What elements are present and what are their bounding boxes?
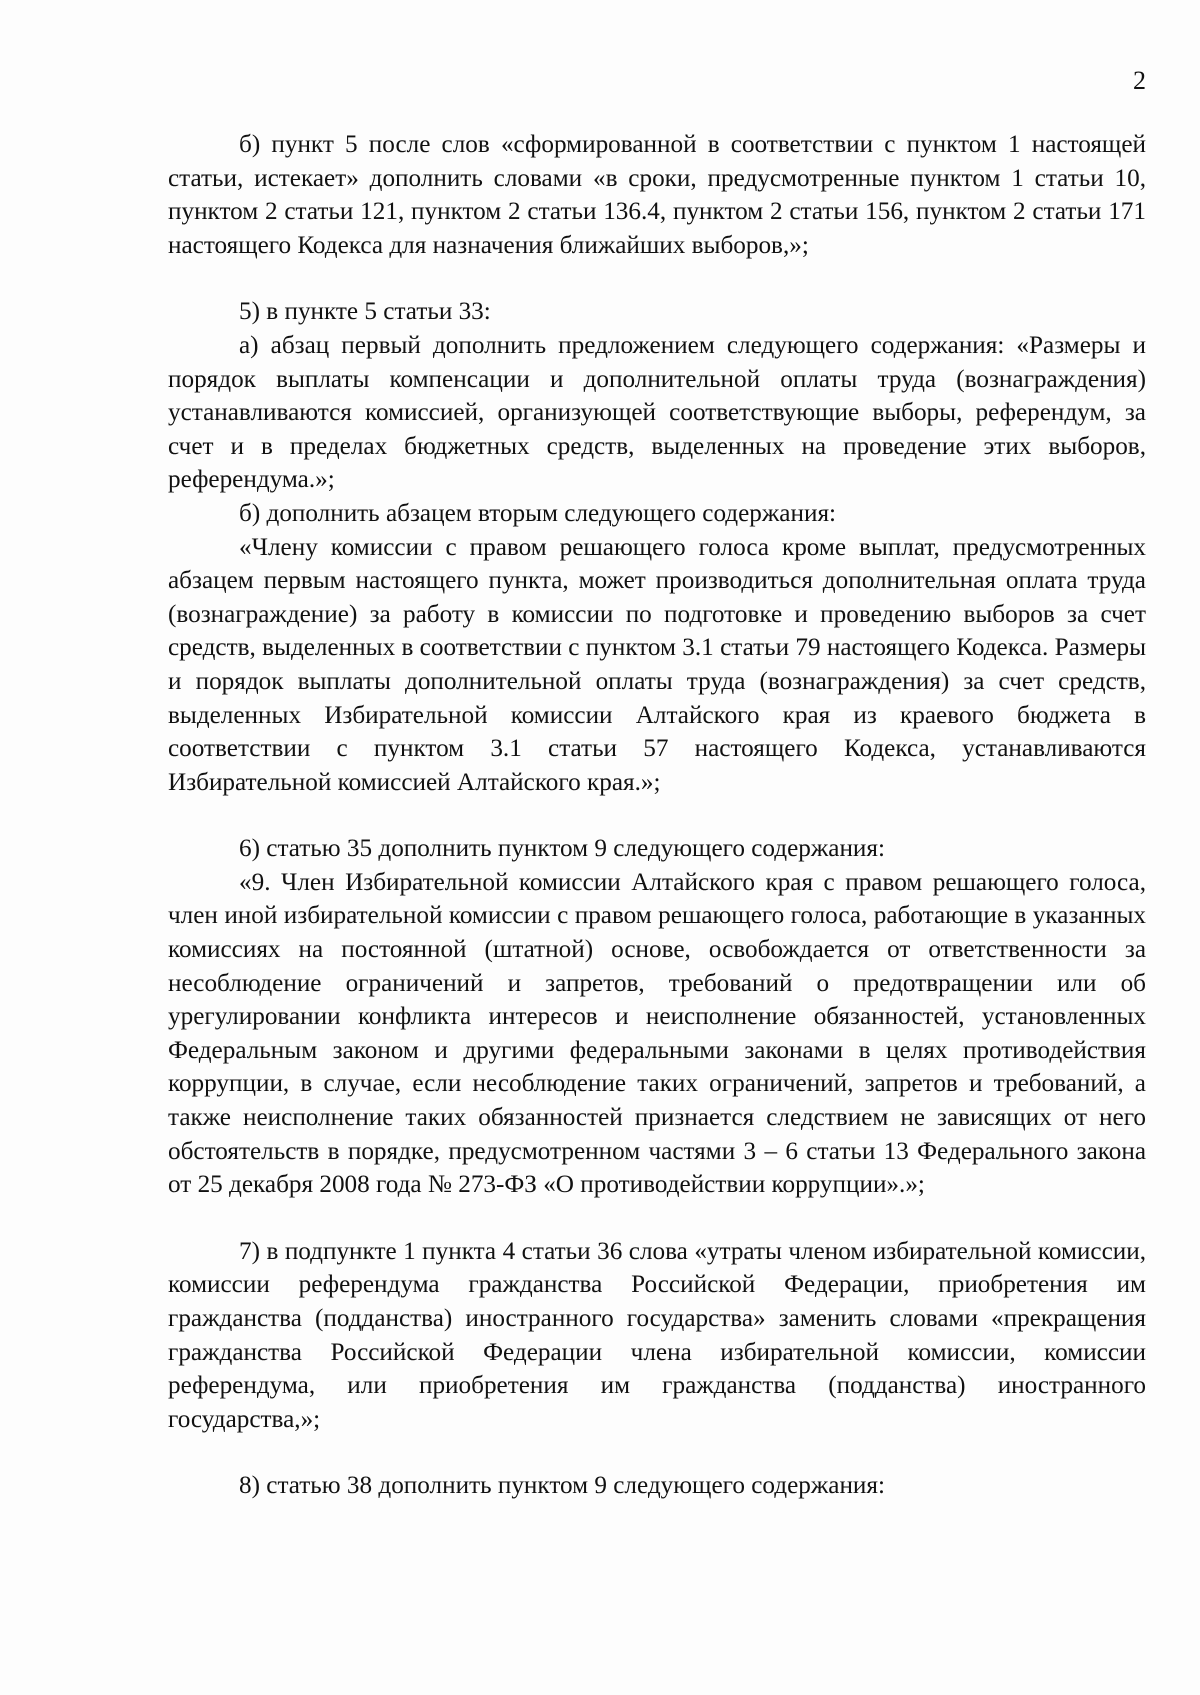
paragraph-item-5-heading: 5) в пункте 5 статьи 33: [239, 298, 491, 326]
paragraph-item-6-quote: «9. Член Избирательной комиссии Алтайского края с правом решающего голоса, член иной избирательной комиссии с правом решающего голоса, работающие в указанных комиссиях на постоянной (штатной) основе, освобождается от ответственности за несоблюдение ограничений и запретов, требований о предотвращении или об урегулировании конфликта интересов и неисполнение обязанностей, установленных Федеральным законом и другими федеральными законами в целях противодействия коррупции, в случае, если несоблюдение таких ограничений, запретов и требований, а также неисполнение таких обязанностей признается следствием не зависящих от него обстоятельств в порядке, предусмотренном частями 3 – 6 статьи 13 Федерального закона от 25 декабря 2008 года № 273-ФЗ «О противодействии коррупции».»; [168, 868, 1146, 1199]
paragraph-item-5-b-quote: «Члену комиссии с правом решающего голоса кроме выплат, предусмотренных абзацем первым настоящего пункта, может производиться дополнительная оплата труда (вознаграждение) за работу в комиссии по подготовке и проведению выборов за счет средств, выделенных в соответствии с пунктом 3.1 статьи 79 настоящего Кодекса. Размеры и порядок выплаты дополнительной оплаты труда (вознаграждения) за счет средств, выделенных Избирательной комиссии Алтайского края из краевого бюджета в соответствии с пунктом 3.1 статьи 57 настоящего Кодекса, устанавливаются Избирательной комиссией Алтайского края.»; [168, 533, 1146, 796]
paragraph-item-7: 7) в подпункте 1 пункта 4 статьи 36 слова «утраты членом избирательной комиссии, комиссии референдума гражданства Российской Федерации, приобретения им гражданства (подданства) иностранного государства» заменить словами «прекращения гражданства Российской Федерации члена избирательной комиссии, комиссии референдума, или приобретения им гражданства (подданства) иностранного государства,»; [168, 1237, 1146, 1433]
document-body [168, 128, 1146, 1503]
paragraph-item-5-b: б) дополнить абзацем вторым следующего содержания: [239, 499, 837, 527]
page-number: 2 [1133, 66, 1146, 95]
paragraph-item-5-a: а) абзац первый дополнить предложением следующего содержания: «Размеры и порядок выплаты компенсации и дополнительной оплаты труда (вознаграждения) устанавливаются комиссией, организующей соответствующие выборы, референдум, за счет и в пределах бюджетных средств, выделенных на проведение этих выборов, референдума.»; [168, 331, 1146, 494]
paragraph-amendment-b-point-5: б) пункт 5 после слов «сформированной в соответствии с пунктом 1 настоящей статьи, истекает» дополнить словами «в сроки, предусмотренные пунктом 1 статьи 10, пунктом 2 статьи 121, пунктом 2 статьи 136.4, пунктом 2 статьи 156, пунктом 2 статьи 171 настоящего Кодекса для назначения ближайших выборов,»; [168, 131, 1146, 259]
paragraph-item-6-heading: 6) статью 35 дополнить пунктом 9 следующего содержания: [239, 835, 885, 863]
paragraph-item-8-heading: 8) статью 38 дополнить пунктом 9 следующего содержания: [239, 1472, 885, 1500]
